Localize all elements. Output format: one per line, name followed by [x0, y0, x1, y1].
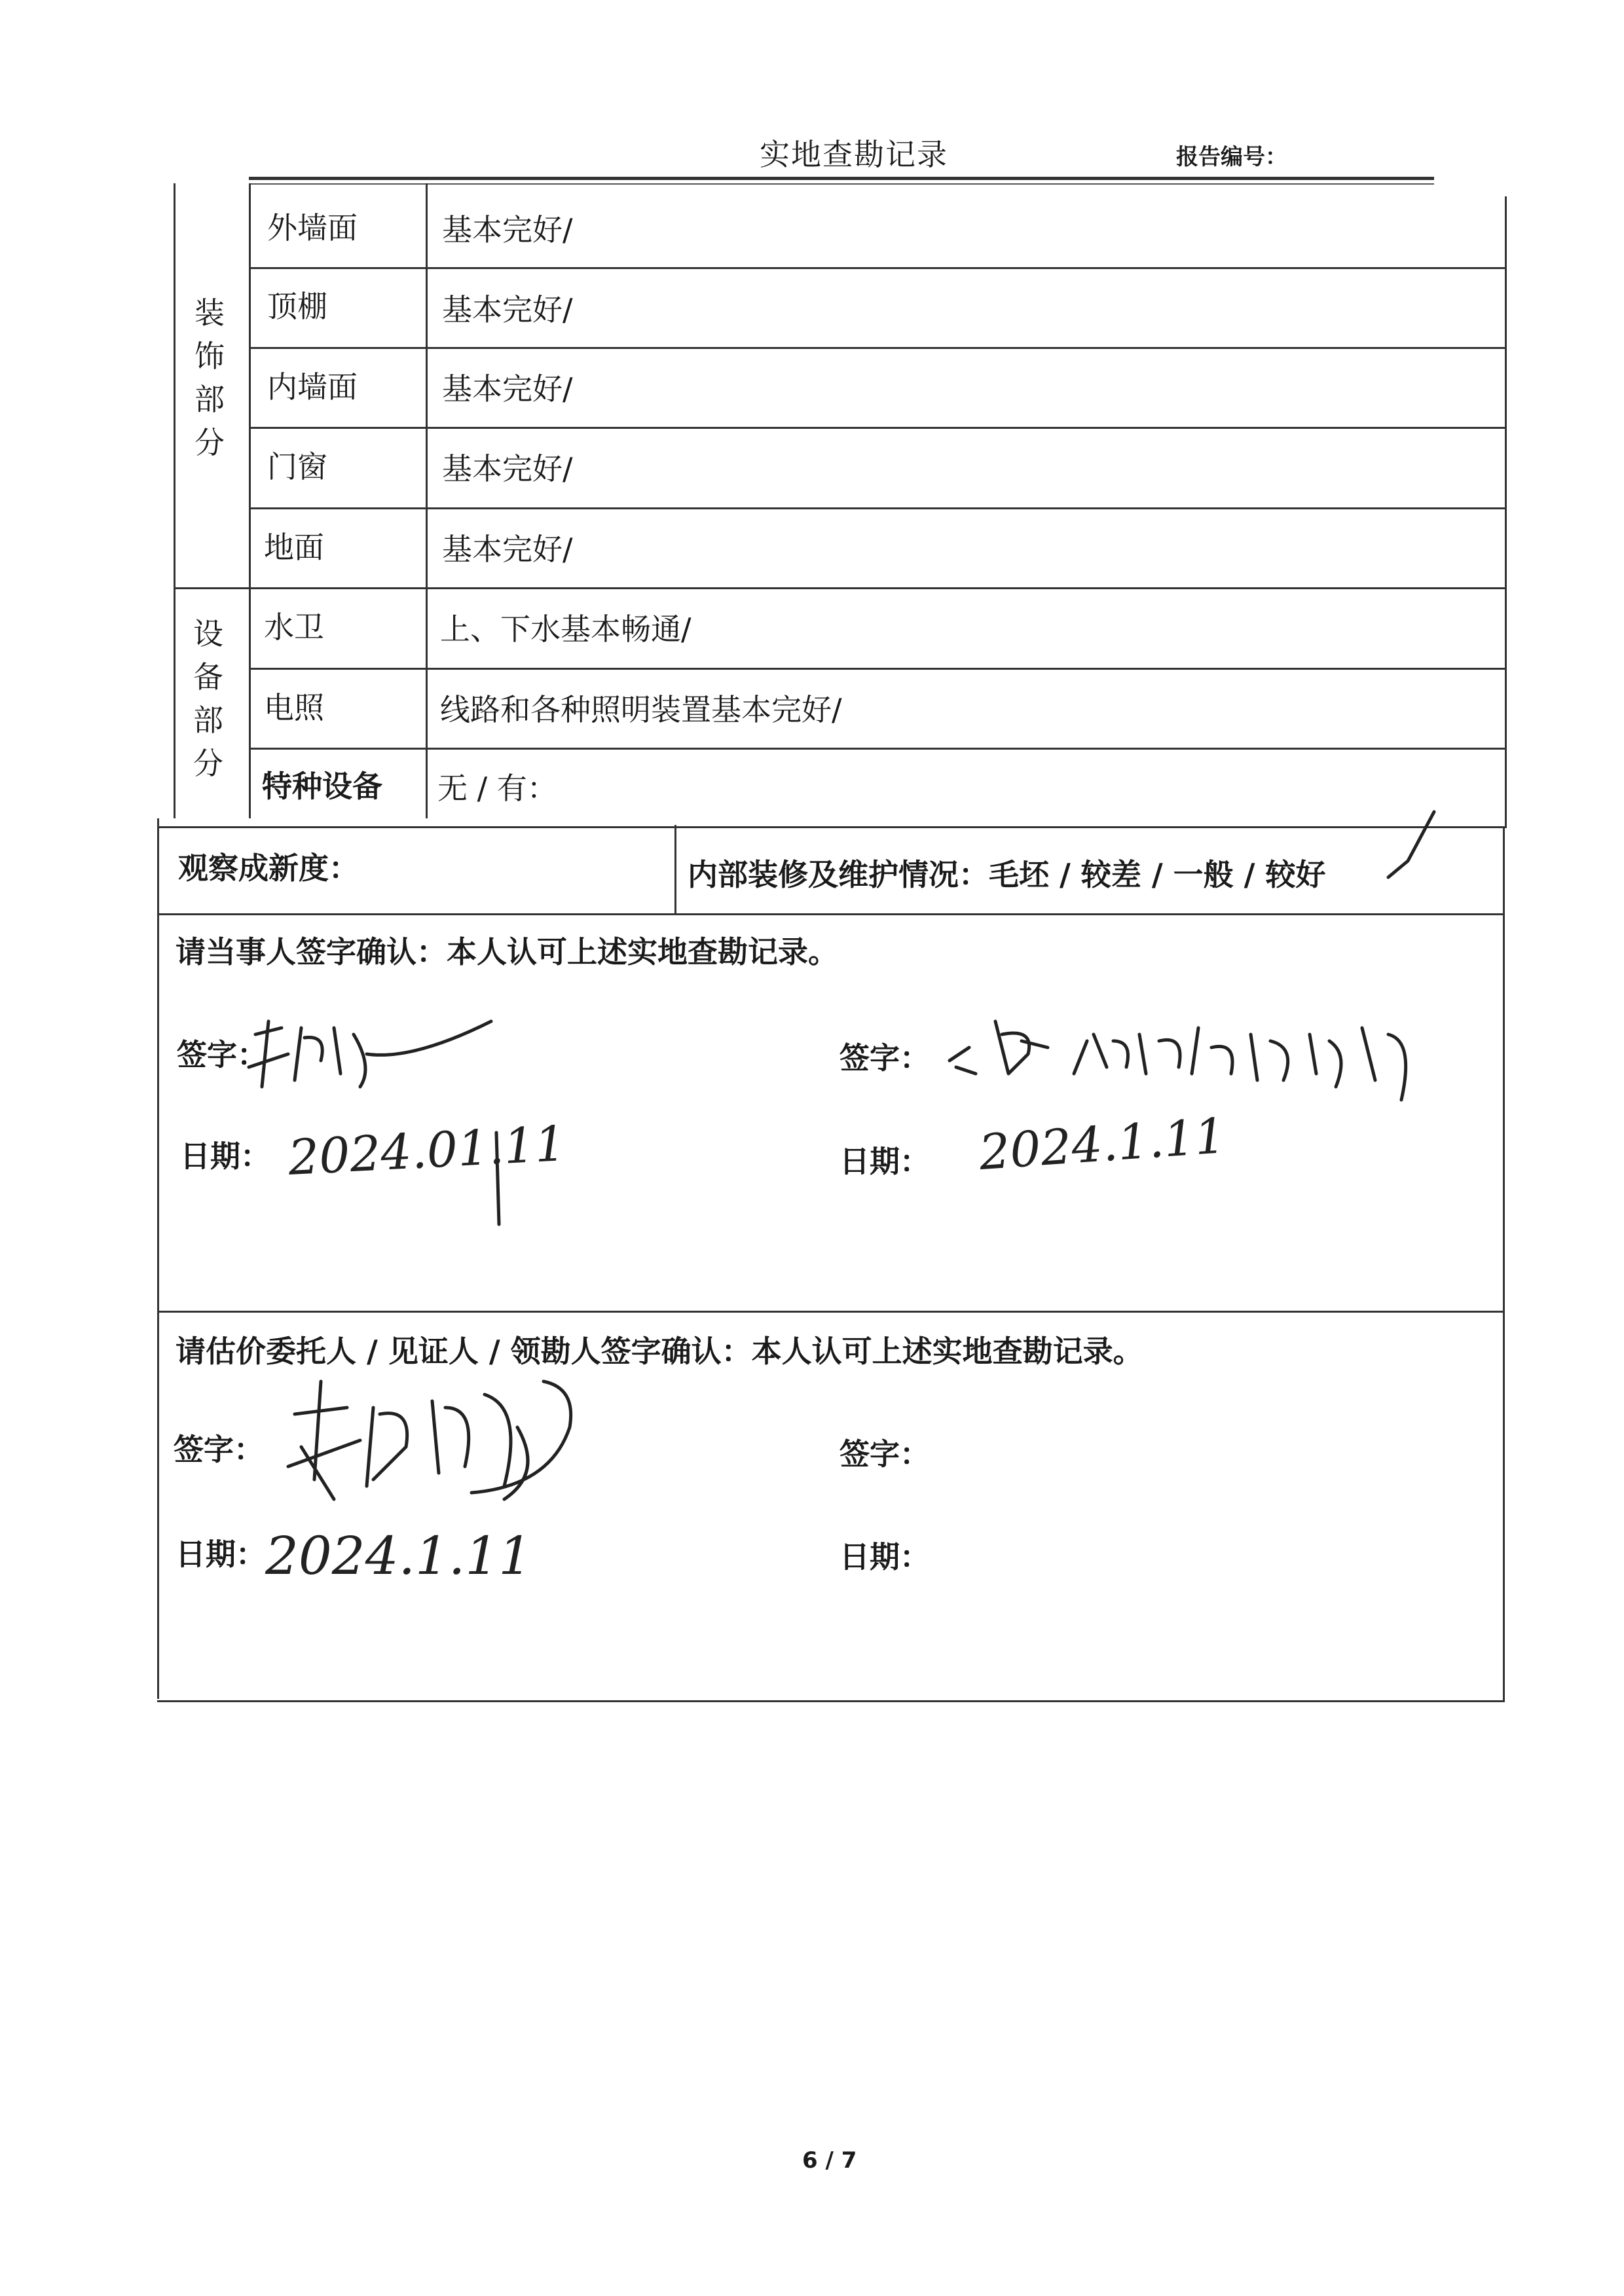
row-value-doors-windows: 基本完好/: [442, 451, 573, 486]
row-label-doors-windows: 门窗: [267, 449, 327, 484]
handwritten-date-party-right: 2024.1.11: [977, 1107, 1228, 1182]
row-label-electrical: 电照: [264, 690, 324, 725]
row-label-special-equipment: 特种设备: [262, 769, 382, 804]
row-value-special-equipment: 无 / 有：: [437, 771, 557, 806]
header-rule: [249, 177, 1434, 180]
row-value-interior-wall: 基本完好/: [442, 371, 573, 407]
handwritten-signature-client: [268, 1368, 688, 1519]
check-mark: [1382, 805, 1441, 890]
row-value-exterior-wall: 基本完好/: [442, 212, 573, 247]
party-confirm-statement: 请当事人签字确认：本人认可上述实地查勘记录。: [175, 934, 838, 970]
row-label-ceiling: 顶棚: [267, 289, 327, 324]
date-tail-stroke: [491, 1126, 504, 1231]
client-date-label-right: 日期：: [840, 1539, 930, 1575]
renovation-label: 内部装修及维护情况：毛坯 / 较差 / 一般 / 较好: [688, 857, 1326, 892]
party-sign-label-right: 签字：: [840, 1040, 930, 1076]
client-sign-label-right: 签字：: [840, 1436, 930, 1472]
decoration-group-label: 装 饰 部 分: [194, 295, 225, 460]
row-value-ceiling: 基本完好/: [442, 292, 573, 327]
handwritten-date-client: 2024.1.11: [265, 1525, 532, 1586]
handwritten-signature-party-right: [943, 1002, 1480, 1120]
newness-label: 观察成新度：: [178, 850, 359, 886]
report-number-label: 报告编号：: [1176, 144, 1287, 170]
row-label-floor: 地面: [264, 530, 324, 565]
row-label-plumbing: 水卫: [264, 610, 324, 645]
handwritten-signature-party-left: [242, 1008, 504, 1106]
row-label-interior-wall: 内墙面: [267, 369, 358, 405]
client-confirm-statement: 请估价委托人 / 见证人 / 领勘人签字确认：本人认可上述实地查勘记录。: [175, 1334, 1143, 1369]
page-title: 实地查勘记录: [760, 137, 948, 172]
party-date-label-left: 日期：: [180, 1139, 270, 1174]
client-date-label-left: 日期：: [175, 1537, 266, 1572]
row-value-floor: 基本完好/: [442, 532, 573, 567]
party-sign-label-left: 签字：: [177, 1037, 267, 1072]
handwritten-date-party-left: 2024.01.11: [287, 1115, 567, 1187]
page-number: 6 / 7: [802, 2147, 857, 2174]
row-value-electrical: 线路和各种照明装置基本完好/: [440, 692, 842, 727]
row-label-exterior-wall: 外墙面: [267, 210, 358, 246]
party-date-label-right: 日期：: [840, 1144, 930, 1179]
client-sign-label-left: 签字：: [174, 1432, 264, 1467]
equipment-group-label: 设 备 部 分: [193, 616, 223, 781]
row-value-plumbing: 上、下水基本畅通/: [440, 611, 692, 647]
